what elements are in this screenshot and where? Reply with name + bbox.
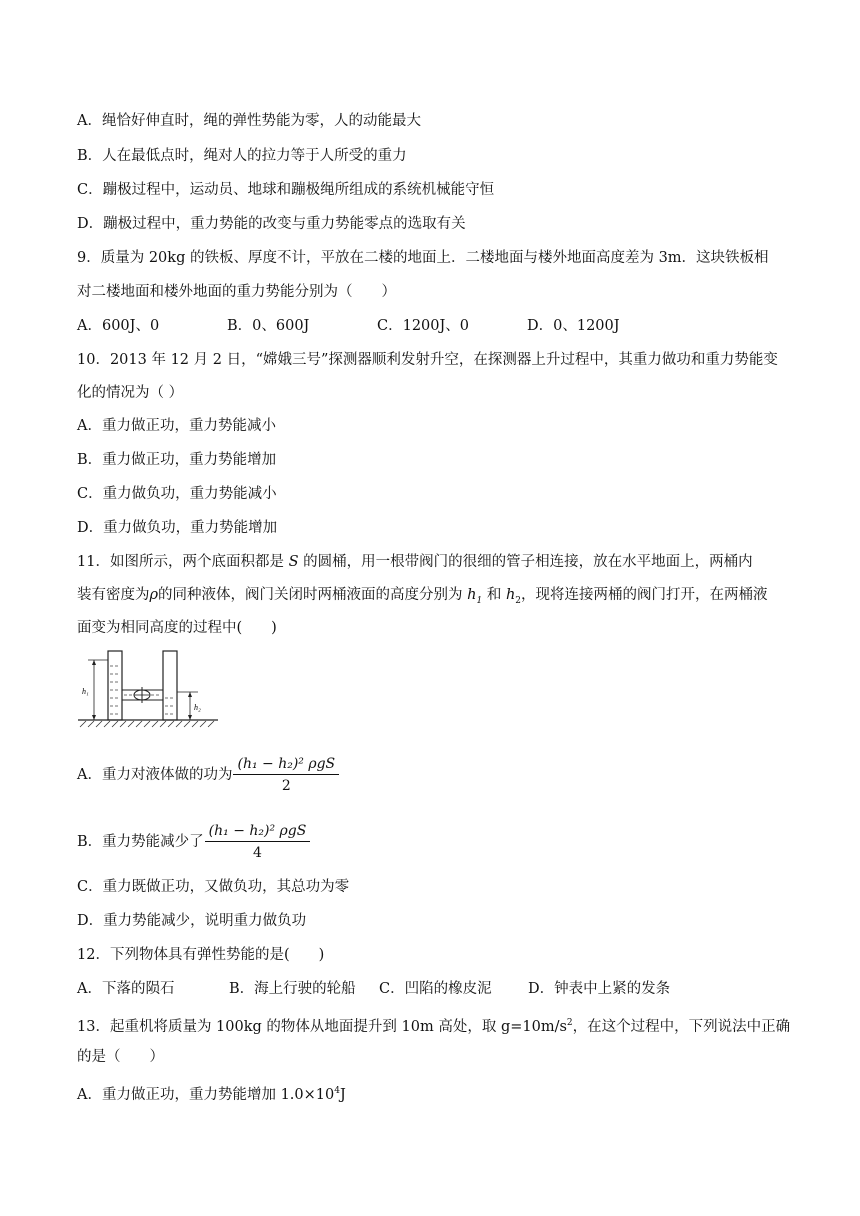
q12-option-d: D．钟表中上紧的发条	[528, 981, 671, 997]
q12-option-b: B．海上行驶的轮船	[229, 981, 356, 997]
q11-stem-line2: 装有密度为ρ的同种液体，阀门关闭时两桶液面的高度分别为 $h_1$ 和 $h_2$，现将连接两桶的阀门打开，在两桶液	[77, 587, 768, 606]
q9-stem-line1: 9．质量为 20kg 的铁板、厚度不计，平放在二楼的地面上．二楼地面与楼外地面高度差为 3m．这块铁板相	[77, 250, 769, 266]
q9-option-c: C．1200J、0	[377, 318, 470, 334]
q10-option-b: B．重力做正功，重力势能增加	[77, 452, 277, 468]
q11-option-d: D．重力势能减少，说明重力做负功	[77, 913, 307, 929]
q8-option-a: A．绳恰好伸直时，绳的弹性势能为零，人的动能最大	[77, 113, 421, 129]
q11-stem-line1: 11．如图所示，两个底面积都是 S 的圆桶，用一根带阀门的很细的管子相连接，放在水平地面上，两桶内	[77, 554, 753, 570]
fraction-a: $\frac{\text{(h₁ − h₂)² ρgS}}{2}$	[233, 755, 339, 795]
q9-option-a: A．600J、0	[77, 318, 160, 334]
q13-option-a: A．重力做正功，重力势能增加 $1.0\times 10^4J$	[77, 1086, 346, 1103]
q11-stem-line3: 面变为相同高度的过程中( )	[77, 620, 277, 636]
q12-stem: 12．下列物体具有弹性势能的是( )	[77, 947, 325, 963]
q8-option-d: D．蹦极过程中，重力势能的改变与重力势能零点的选取有关	[77, 216, 466, 232]
q8-option-b: B．人在最低点时，绳对人的拉力等于人所受的重力	[77, 148, 407, 164]
var-S: S	[288, 554, 299, 570]
var-rho: ρ	[149, 587, 159, 603]
q10-option-a: A．重力做正功，重力势能减小	[77, 418, 276, 434]
q11-option-a: A．重力对液体做的功为 $\frac{\text{(h₁ − h₂)² ρgS}}{2}$	[77, 755, 339, 795]
q8-option-c: C．蹦极过程中，运动员、地球和蹦极绳所组成的系统机械能守恒	[77, 182, 495, 198]
fig-label-h2: h₂	[194, 703, 201, 712]
fraction-b: $\frac{\text{(h₁ − h₂)² ρgS}}{4}$	[205, 822, 311, 862]
q10-stem-line1: 10．2013 年 12 月 2 日，“嫦娥三号”探测器顺利发射升空，在探测器上升过程中，其重力做功和重力势能变	[77, 352, 778, 368]
q12-option-c: C．凹陷的橡皮泥	[379, 981, 492, 997]
q10-stem-line2: 化的情况为（ ）	[77, 385, 184, 401]
q12-option-a: A．下落的陨石	[77, 981, 175, 997]
q11-option-b: B．重力势能减少了 $\frac{\text{(h₁ − h₂)² ρgS}}{4}$	[77, 822, 310, 862]
q13-stem-line2: 的是（ ）	[77, 1049, 164, 1065]
fig-label-h1: h₁	[82, 687, 89, 696]
q11-option-c: C．重力既做正功，又做负功，其总功为零	[77, 879, 350, 895]
q10-option-c: C．重力做负功，重力势能减小	[77, 486, 277, 502]
q10-option-d: D．重力做负功，重力势能增加	[77, 520, 278, 536]
q9-stem-line2: 对二楼地面和楼外地面的重力势能分别为（ ）	[77, 284, 396, 300]
q9-option-d: D．0、1200J	[527, 318, 620, 334]
q9-option-b: B．0、600J	[227, 318, 310, 334]
two-cylinders-figure	[76, 648, 226, 730]
q13-stem-line1: 13．起重机将质量为 100kg 的物体从地面提升到 10m 高处，取 $g=10m/s^2$，在这个过程中，下列说法中正确	[77, 1018, 791, 1035]
